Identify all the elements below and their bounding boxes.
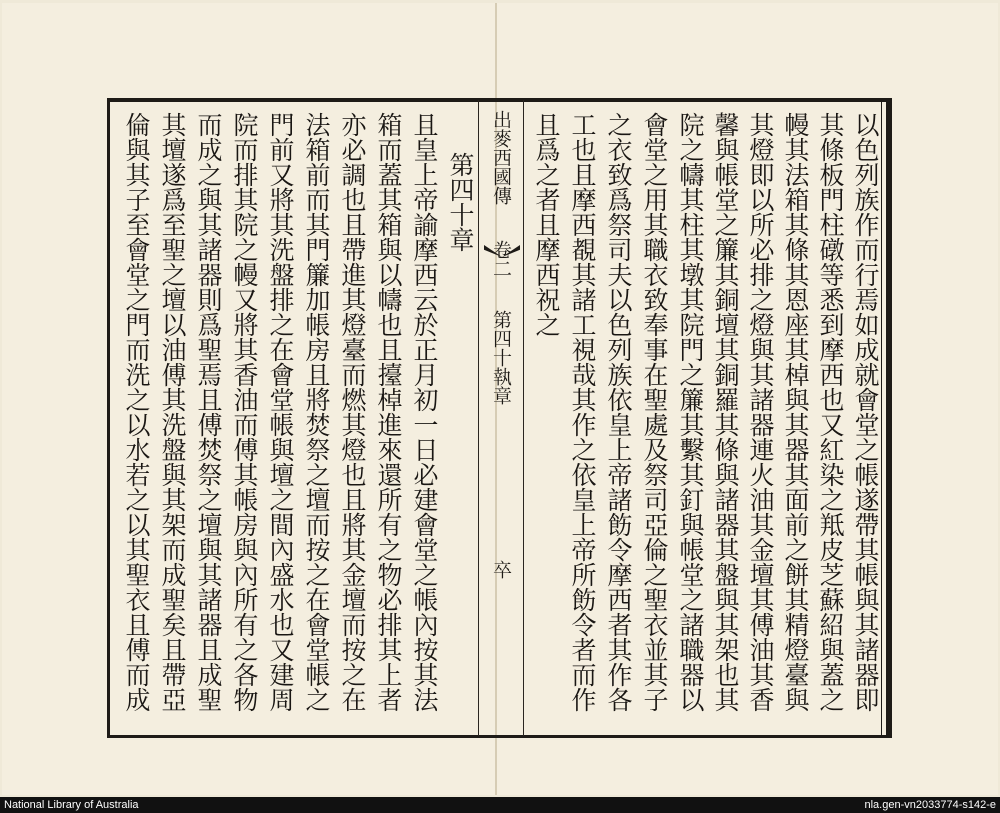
text-column: 其壇遂爲至聖之壇以油傅其洗盤與其架而成聖矣且帶亞: [158, 112, 187, 712]
text-column: 馨與帳堂之簾其銅壇其銅羅其條與諸器其盤與其架也其: [711, 112, 740, 712]
text-column: 工也且摩西覩其諸工視哉其作之依皇上帝所飭令者而作: [568, 112, 597, 712]
text-column: 會堂之用其職衣致奉事在聖處及祭司亞倫之聖衣並其子: [640, 112, 669, 712]
text-column: 倫與其子至會堂之門而洗之以水若之以其聖衣且傅而成: [122, 112, 151, 712]
page-number: 卒: [490, 560, 512, 579]
volume-label: 卷二: [490, 240, 512, 278]
text-column: 院而排其院之幔又將其香油而傅其帳房與內所有之各物: [230, 112, 259, 712]
text-column: 其條板門柱礅等悉到摩西也又紅染之羝皮芝蘇紹與蓋之: [816, 112, 845, 712]
book-title: 出麥西國傳: [490, 110, 512, 205]
text-column: 幔其法箱其條其恩座其棹與其器其面前之餅其精燈臺與: [781, 112, 810, 712]
text-column: 箱而蓋其箱與以幬也且擡棹進來還所有之物必排其上者: [374, 112, 403, 712]
footer-bar: [0, 797, 1000, 813]
footer-identifier: nla.gen-vn2033774-s142-e: [864, 799, 996, 811]
footer-library: National Library of Australia: [4, 799, 139, 811]
text-column: 亦必調也且帶進其燈臺而燃其燈也且將其金壇而按之在: [338, 112, 367, 712]
text-column: 且爲之者且摩西祝之: [532, 112, 561, 337]
text-column: 院之幬其柱其墩其院門之簾其繫其釘與帳堂之諸職器以: [676, 112, 705, 712]
text-column: 門前又將其洗盤排之在會堂帳與壇之間內盛水也又建周: [266, 112, 295, 712]
center-band: [478, 100, 524, 736]
text-column: 之衣致爲祭司夫以色列族依皇上帝諸飭令摩西者其作各: [604, 112, 633, 712]
chapter-heading: 第四十章: [446, 152, 475, 252]
text-column: 且皇上帝諭摩西云於正月初一日必建會堂之帳內按其法: [410, 112, 439, 712]
text-column: 其燈即以所必排之燈與其諸器連火油其金壇其傅油其香: [746, 112, 775, 712]
text-column: 以色列族作而行焉如成就會堂之帳遂帶其帳與其諸器即: [851, 112, 880, 712]
text-column: 而成之與其諸器則爲聖焉且傅焚祭之壇與其諸器且成聖: [194, 112, 223, 712]
chapter-label: 第四十執章: [490, 310, 512, 405]
text-column: 法箱前而其門簾加帳房且將焚祭之壇而按之在會堂帳之: [302, 112, 331, 712]
